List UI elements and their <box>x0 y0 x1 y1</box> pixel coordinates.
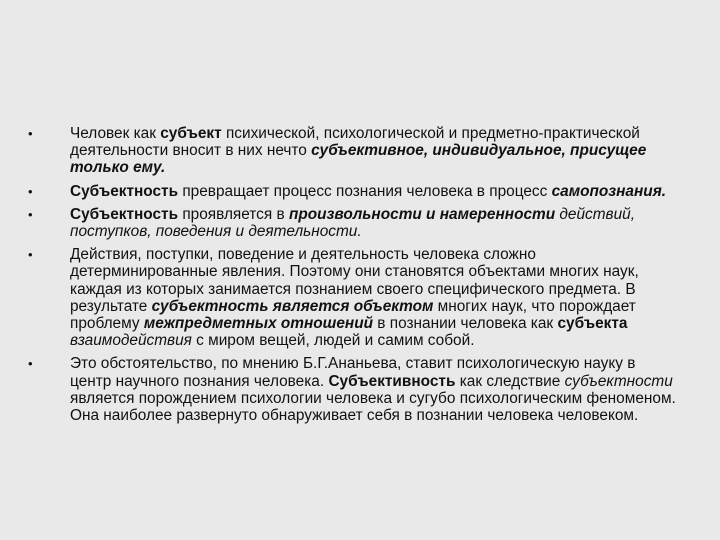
text-run: многих наук, что порождает проблему <box>70 297 636 333</box>
bold-run: Субъективность <box>328 372 456 390</box>
bullet-dot: • <box>28 126 33 141</box>
bold-italic-run: субъектность является объектом <box>151 297 434 315</box>
bullet-item <box>28 206 678 240</box>
bullet-item <box>28 355 678 424</box>
bold-italic-run: субъективное, индивидуальное, присущее только ему. <box>70 142 647 177</box>
bullet-dot: • <box>28 356 33 372</box>
bold-italic-run: межпредметных отношений <box>143 315 374 333</box>
text-run: превращает процесс познания человека в процесс <box>178 182 552 200</box>
text-run: Человек как <box>70 125 161 142</box>
item-text <box>70 125 646 176</box>
text-run: Это обстоятельство, по мнению Б.Г.Ананьева, ставит психологическую науку в центр научного познания человека. <box>70 355 636 390</box>
bold-run: субъект <box>160 125 222 142</box>
bullet-list <box>28 125 678 430</box>
italic-run: взаимодействия <box>70 332 192 350</box>
bullet-item <box>28 125 678 177</box>
bold-run: Субъектность <box>70 182 179 200</box>
italic-run: субъектности <box>564 372 673 390</box>
item-text <box>70 355 676 424</box>
item-text <box>70 246 639 349</box>
item-text <box>70 206 635 240</box>
item-text <box>70 183 666 200</box>
bullet-item <box>28 246 678 349</box>
bullet-dot: • <box>28 183 33 199</box>
text-run: Действия, поступки, поведение и деятельность человека сложно детерминированные явления. Поэтому они становятся объектами многих наук, каждая из которых занимается познанием своего специфического предмета. В результате <box>70 246 639 315</box>
text-run: как следствие <box>455 372 565 390</box>
text-run: является порождением психологии человека и сугубо психологическим феноменом. Она наиболее развернуто обнаруживает себя в познании человека человеком. <box>70 389 676 425</box>
italic-run: действий, поступков, поведения и деятельности. <box>70 205 635 241</box>
bullet-item <box>28 183 678 200</box>
text-run: в познании человека как <box>373 315 558 333</box>
bold-italic-run: произвольности и намеренности <box>288 205 556 223</box>
bullet-dot: • <box>28 247 33 263</box>
bullet-dot: • <box>28 206 33 222</box>
bold-italic-run: самопознания. <box>551 182 667 200</box>
bold-run: Субъектность <box>70 205 179 223</box>
text-run: психической, психологической и предметно-практической деятельности вносит в них нечто <box>70 125 640 160</box>
bold-run: субъекта <box>557 315 628 333</box>
text-run: проявляется в <box>178 205 289 223</box>
text-run: с миром вещей, людей и самим собой. <box>191 332 475 350</box>
